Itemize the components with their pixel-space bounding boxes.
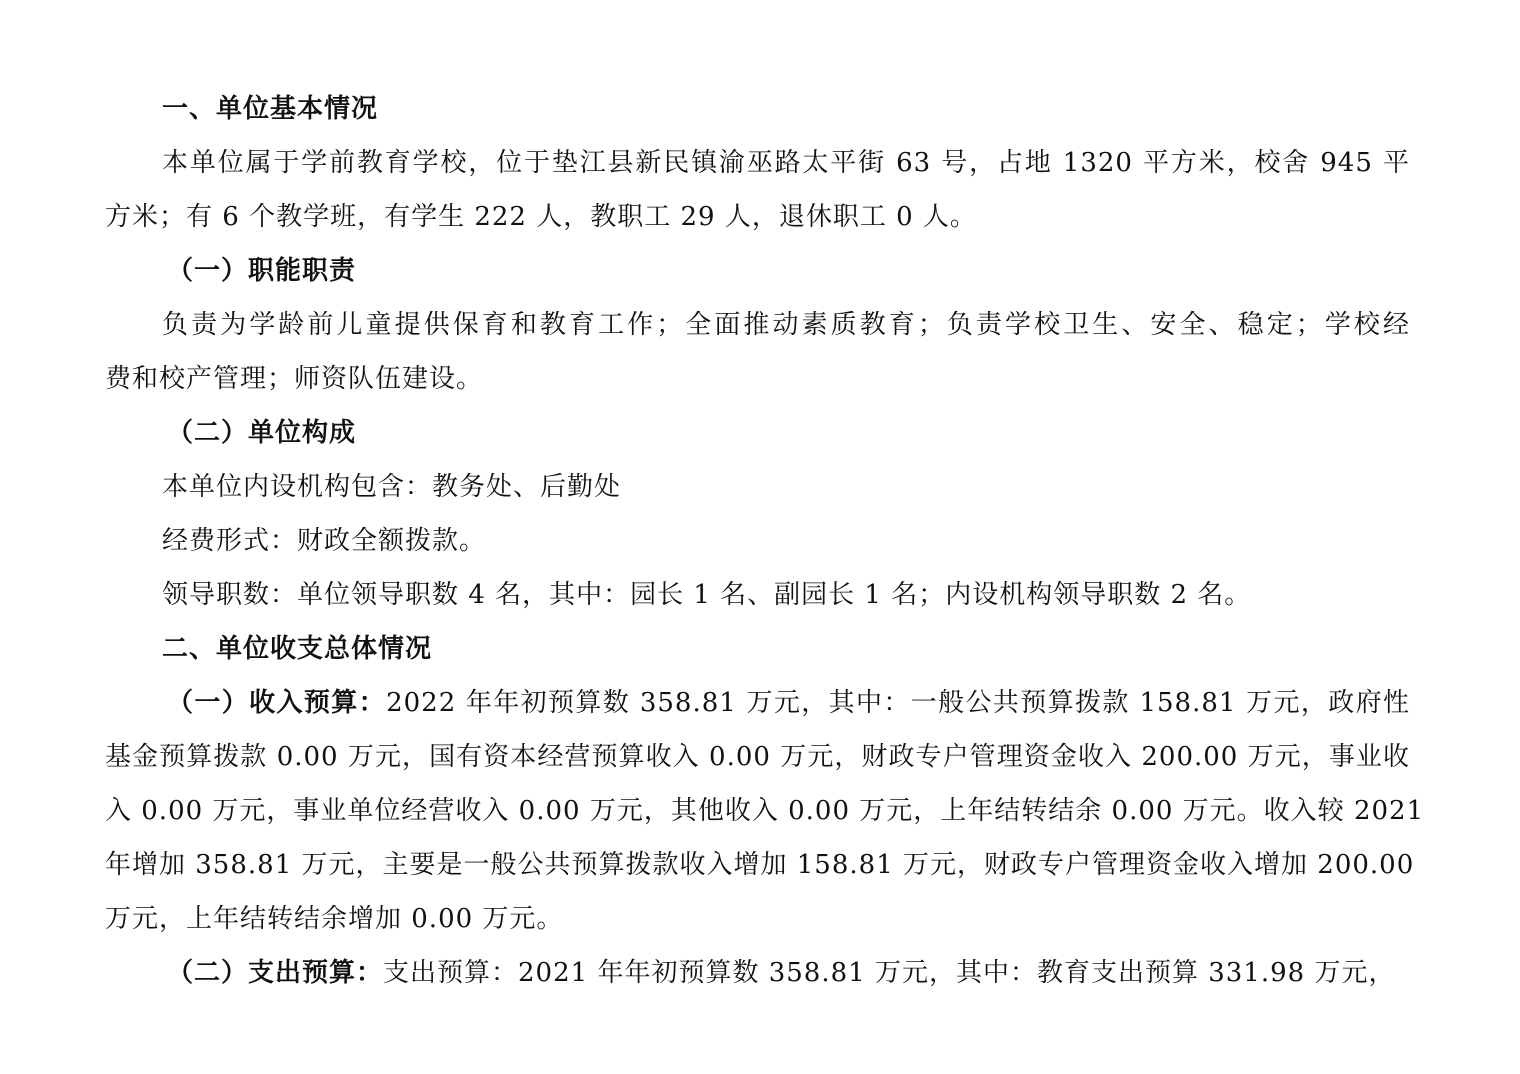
subsection-heading-duties: （一）职能职责 <box>167 256 357 286</box>
paragraph-line: 万元，上年结转结余增加 0.00 万元。 <box>105 904 564 934</box>
section-heading-budget-overview: 二、单位收支总体情况 <box>162 634 433 664</box>
paragraph-line: 负责为学龄前儿童提供保育和教育工作；全面推动素质教育；负责学校卫生、安全、稳定；学校经 <box>162 310 1410 340</box>
section-heading-basic-info: 一、单位基本情况 <box>162 94 379 124</box>
paragraph-line <box>105 946 1410 1000</box>
expense-budget-text: 支出预算：2021 年年初预算数 358.81 万元，其中：教育支出预算 331.98 万元， <box>383 958 1396 988</box>
paragraph-line: 年增加 358.81 万元，主要是一般公共预算拨款收入增加 158.81 万元，财政专户管理资金收入增加 200.00 <box>105 850 1415 880</box>
paragraph-line: 费和校产管理；师资队伍建设。 <box>105 364 484 394</box>
paragraph-line: 方米；有 6 个教学班，有学生 222 人，教职工 29 人，退休职工 0 人。 <box>105 202 977 232</box>
paragraph-line <box>105 676 1410 730</box>
income-budget-label: （一）收入预算： <box>167 688 387 718</box>
paragraph-line: 领导职数：单位领导职数 4 名，其中：园长 1 名、副园长 1 名；内设机构领导职数 2 名。 <box>162 580 1252 610</box>
income-budget-text: 2022 年年初预算数 358.81 万元，其中：一般公共预算拨款 158.81 万元，政府性 <box>386 688 1410 718</box>
paragraph-line: 经费形式：财政全额拨款。 <box>162 526 487 556</box>
paragraph-line: 入 0.00 万元，事业单位经营收入 0.00 万元，其他收入 0.00 万元，上年结转结余 0.00 万元。收入较 2021 <box>105 796 1425 826</box>
paragraph-line: 本单位内设机构包含：教务处、后勤处 <box>162 472 622 502</box>
subsection-heading-composition: （二）单位构成 <box>167 418 357 448</box>
expense-budget-label: （二）支出预算： <box>167 958 384 988</box>
paragraph-line: 本单位属于学前教育学校，位于垫江县新民镇渝巫路太平街 63 号，占地 1320 平方米，校舍 945 平 <box>162 148 1410 178</box>
document-page <box>105 82 1425 1000</box>
paragraph-line: 基金预算拨款 0.00 万元，国有资本经营预算收入 0.00 万元，财政专户管理资金收入 200.00 万元，事业收 <box>105 742 1410 772</box>
